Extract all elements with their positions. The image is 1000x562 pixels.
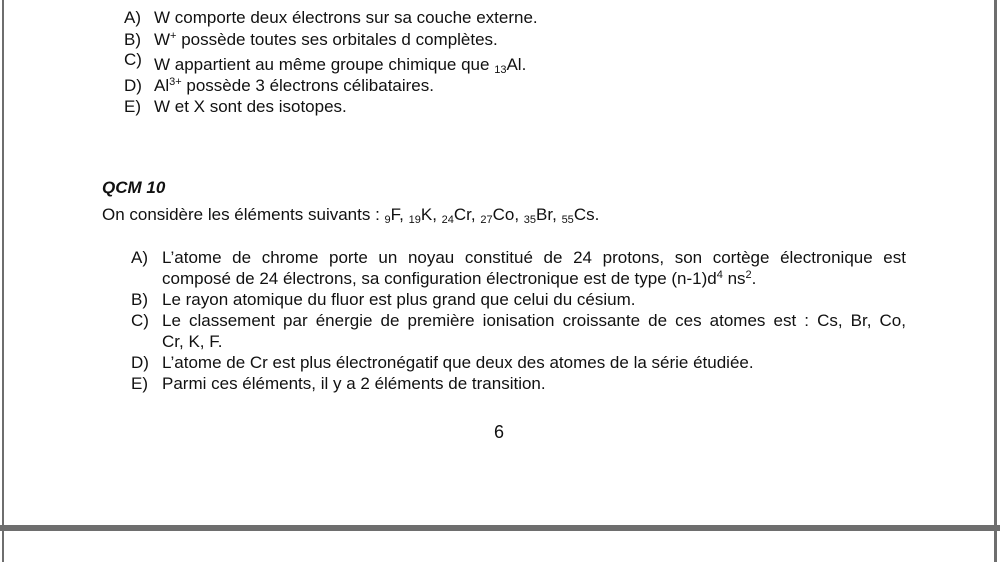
option-letter: A): [124, 8, 141, 27]
previous-option-b: [154, 30, 498, 50]
next-pdf-page: [2, 531, 997, 562]
separator: ,: [552, 205, 562, 224]
intro-text: On considère les éléments suivants :: [102, 205, 385, 224]
option-letter: B): [124, 30, 141, 49]
option-text: Al.: [506, 55, 527, 74]
option-a-line-1: L’atome de chrome porte un noyau constitué de 24 protons, son cortège électronique est: [162, 248, 906, 267]
option-c-line-1: Le classement par énergie de première ionisation croissante de ces atomes est : Cs, Br, Co,: [162, 311, 906, 330]
atomic-number: 19: [408, 214, 421, 226]
option-letter: A): [131, 248, 148, 267]
superscript: +: [170, 30, 177, 42]
separator: .: [594, 205, 600, 224]
separator: ,: [470, 205, 481, 224]
option-text: Al: [154, 76, 170, 95]
option-e-text: Parmi ces éléments, il y a 2 éléments de transition.: [162, 374, 546, 393]
option-letter: C): [124, 50, 142, 69]
previous-option-e: [154, 97, 347, 117]
option-text: W et X sont des isotopes.: [154, 97, 347, 116]
option-text: W: [154, 30, 171, 49]
option-text: possède toutes ses orbitales d complètes.: [176, 30, 498, 49]
atomic-number: 27: [480, 214, 493, 226]
option-a-line-2: [162, 269, 756, 289]
option-letter: D): [124, 76, 142, 95]
option-d-text: L’atome de Cr est plus électronégatif que deux des atomes de la série étudiée.: [162, 353, 754, 372]
element-symbol: Co: [492, 205, 515, 224]
option-text: W comporte deux électrons sur sa couche externe.: [154, 8, 538, 27]
element-symbol: K: [420, 205, 433, 224]
element-symbol: F: [390, 205, 400, 224]
separator: ,: [399, 205, 409, 224]
previous-option-d: [154, 76, 434, 96]
atomic-number: 9: [384, 214, 391, 226]
option-letter: C): [131, 311, 149, 330]
element-symbol: Cr: [453, 205, 471, 224]
superscript: 2: [745, 269, 752, 281]
element-symbol: Br: [536, 205, 553, 224]
option-letter: B): [131, 290, 148, 309]
atomic-number: 24: [441, 214, 454, 226]
pdf-page: [2, 0, 997, 525]
question-intro: [102, 205, 599, 225]
option-letter: E): [124, 97, 141, 116]
option-text: .: [751, 269, 757, 288]
previous-option-c: [154, 55, 526, 75]
separator: ,: [514, 205, 524, 224]
superscript: 3+: [169, 76, 182, 88]
option-text: ns: [722, 269, 746, 288]
separator: ,: [432, 205, 442, 224]
subscript: 13: [494, 64, 507, 76]
element-symbol: Cs: [573, 205, 595, 224]
option-letter: E): [131, 374, 148, 393]
option-c-line-2: Cr, K, F.: [162, 332, 223, 351]
option-text: W appartient au même groupe chimique que: [154, 55, 495, 74]
question-title: QCM 10: [102, 178, 166, 197]
atomic-number: 35: [523, 214, 537, 226]
page-number: 6: [494, 422, 505, 442]
option-text: composé de 24 électrons, sa configuration électronique est de type (n-1)d: [162, 269, 717, 288]
option-text: possède 3 électrons célibataires.: [181, 76, 434, 95]
option-letter: D): [131, 353, 149, 372]
atomic-number: 55: [561, 214, 574, 226]
superscript: 4: [716, 269, 723, 281]
previous-option-a: [154, 8, 538, 28]
option-b-text: Le rayon atomique du fluor est plus grand que celui du césium.: [162, 290, 636, 309]
